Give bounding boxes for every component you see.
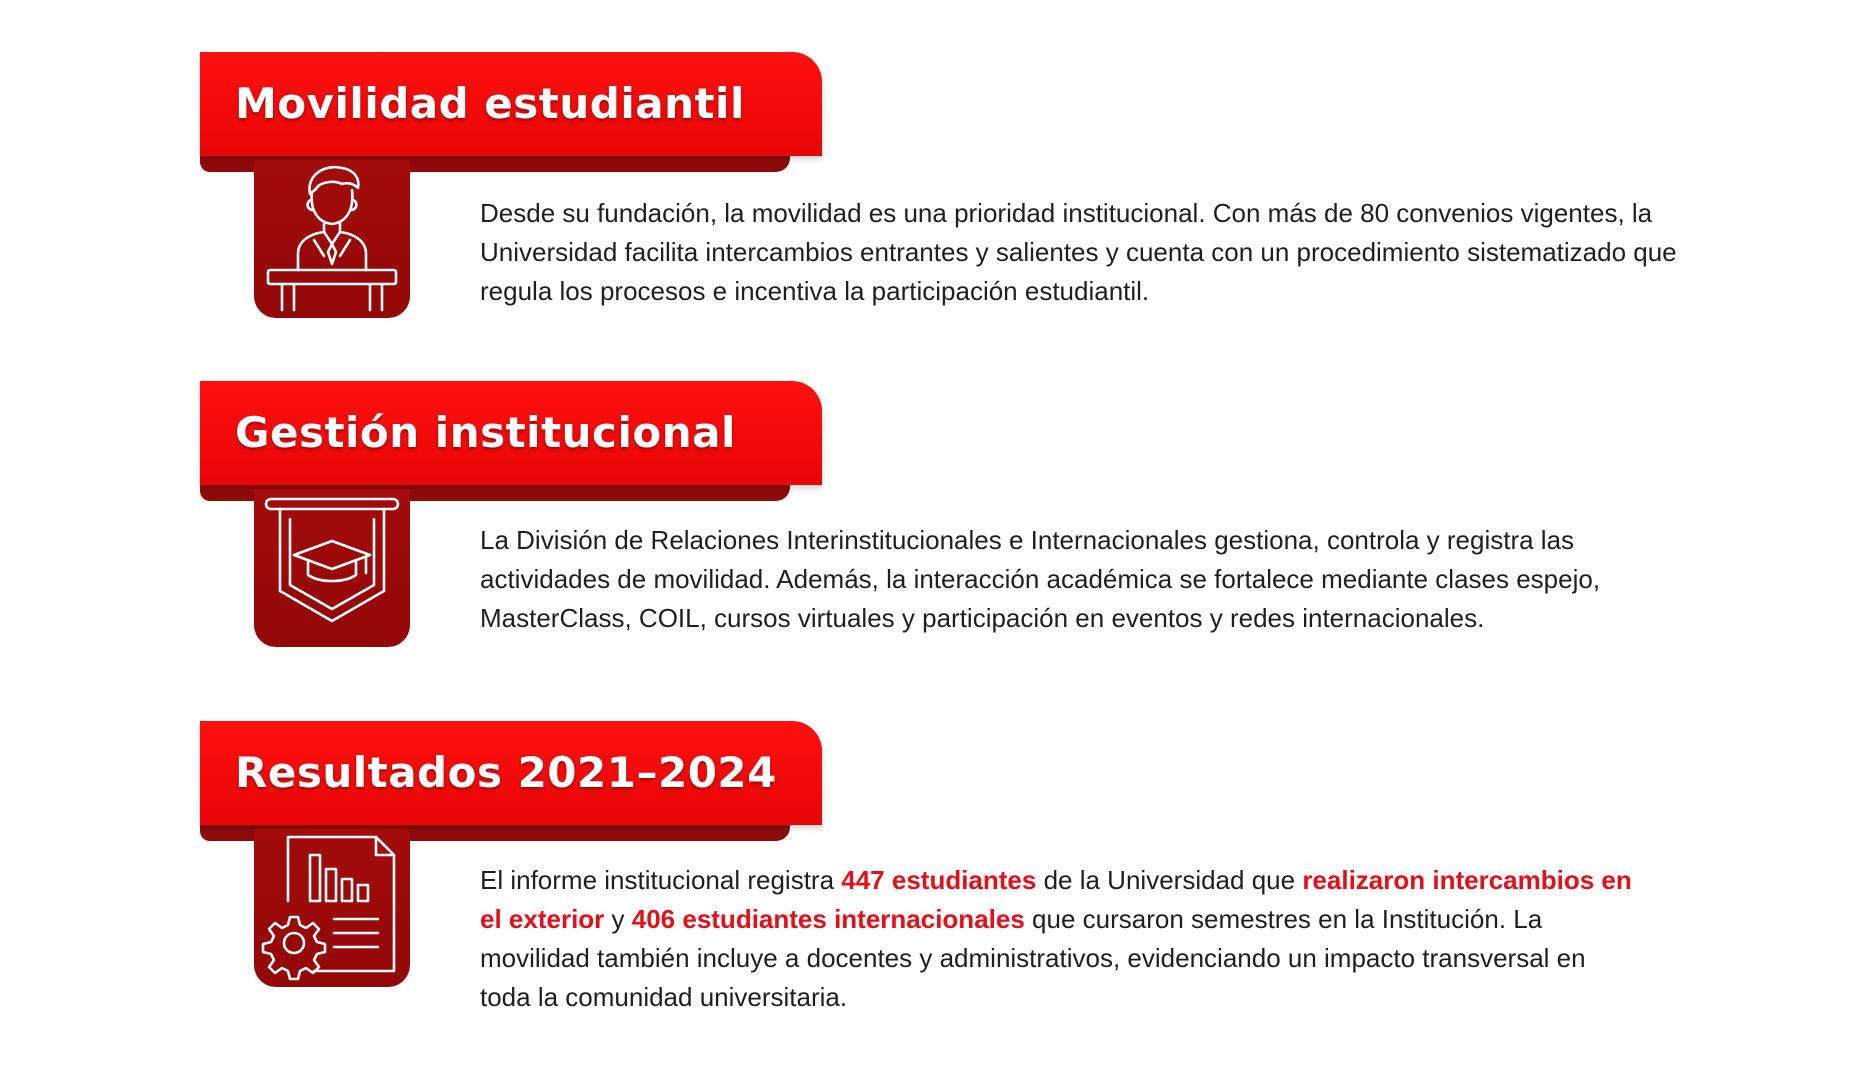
student-desk-icon [254,160,410,318]
section-resultados [0,721,1860,1021]
body-text-part: y [604,904,632,934]
body-text-part: El informe institucional registra [480,865,842,895]
body-text-part: que cursaron semestres en la Institución. La movilidad también incluye a docentes y administrativos, evidenciando un impacto transversal en toda la comunidad universitaria. [480,904,1586,1012]
section-title: Gestión institucional [235,408,736,457]
report-gear-icon [254,829,410,987]
title-banner [200,381,822,485]
section-title: Resultados 2021–2024 [235,748,777,797]
section-gestion-institucional [0,381,1860,681]
section-body [480,861,1640,1017]
section-body: La División de Relaciones Interinstitucionales e Internacionales gestiona, controla y registra las actividades de movilidad. Además, la interacción académica se fortalece mediante clases espejo, MasterClass, COIL, cursos virtuales y participación en eventos y redes internacionales. [480,525,1601,633]
section-title: Movilidad estudiantil [235,79,745,128]
icon-box [254,489,410,647]
highlight-406-internacionales: 406 estudiantes internacionales [631,904,1025,934]
title-banner [200,52,822,156]
graduation-banner-icon [254,489,410,647]
title-banner [200,721,822,825]
section-body: Desde su fundación, la movilidad es una prioridad institucional. Con más de 80 convenios vigentes, la Universidad facilita intercambios entrantes y salientes y cuenta con un procedimiento sistematizado que regula los procesos e incentiva la participación estudiantil. [480,198,1677,306]
highlight-intercambios: realizaron intercambios en el exterior [480,865,1632,934]
highlight-447-estudiantes: 447 estudiantes [841,865,1037,895]
icon-box [254,160,410,318]
body-text-part: de la Universidad que [1036,865,1303,895]
icon-box [254,829,410,987]
section-movilidad-estudiantil [0,52,1860,352]
